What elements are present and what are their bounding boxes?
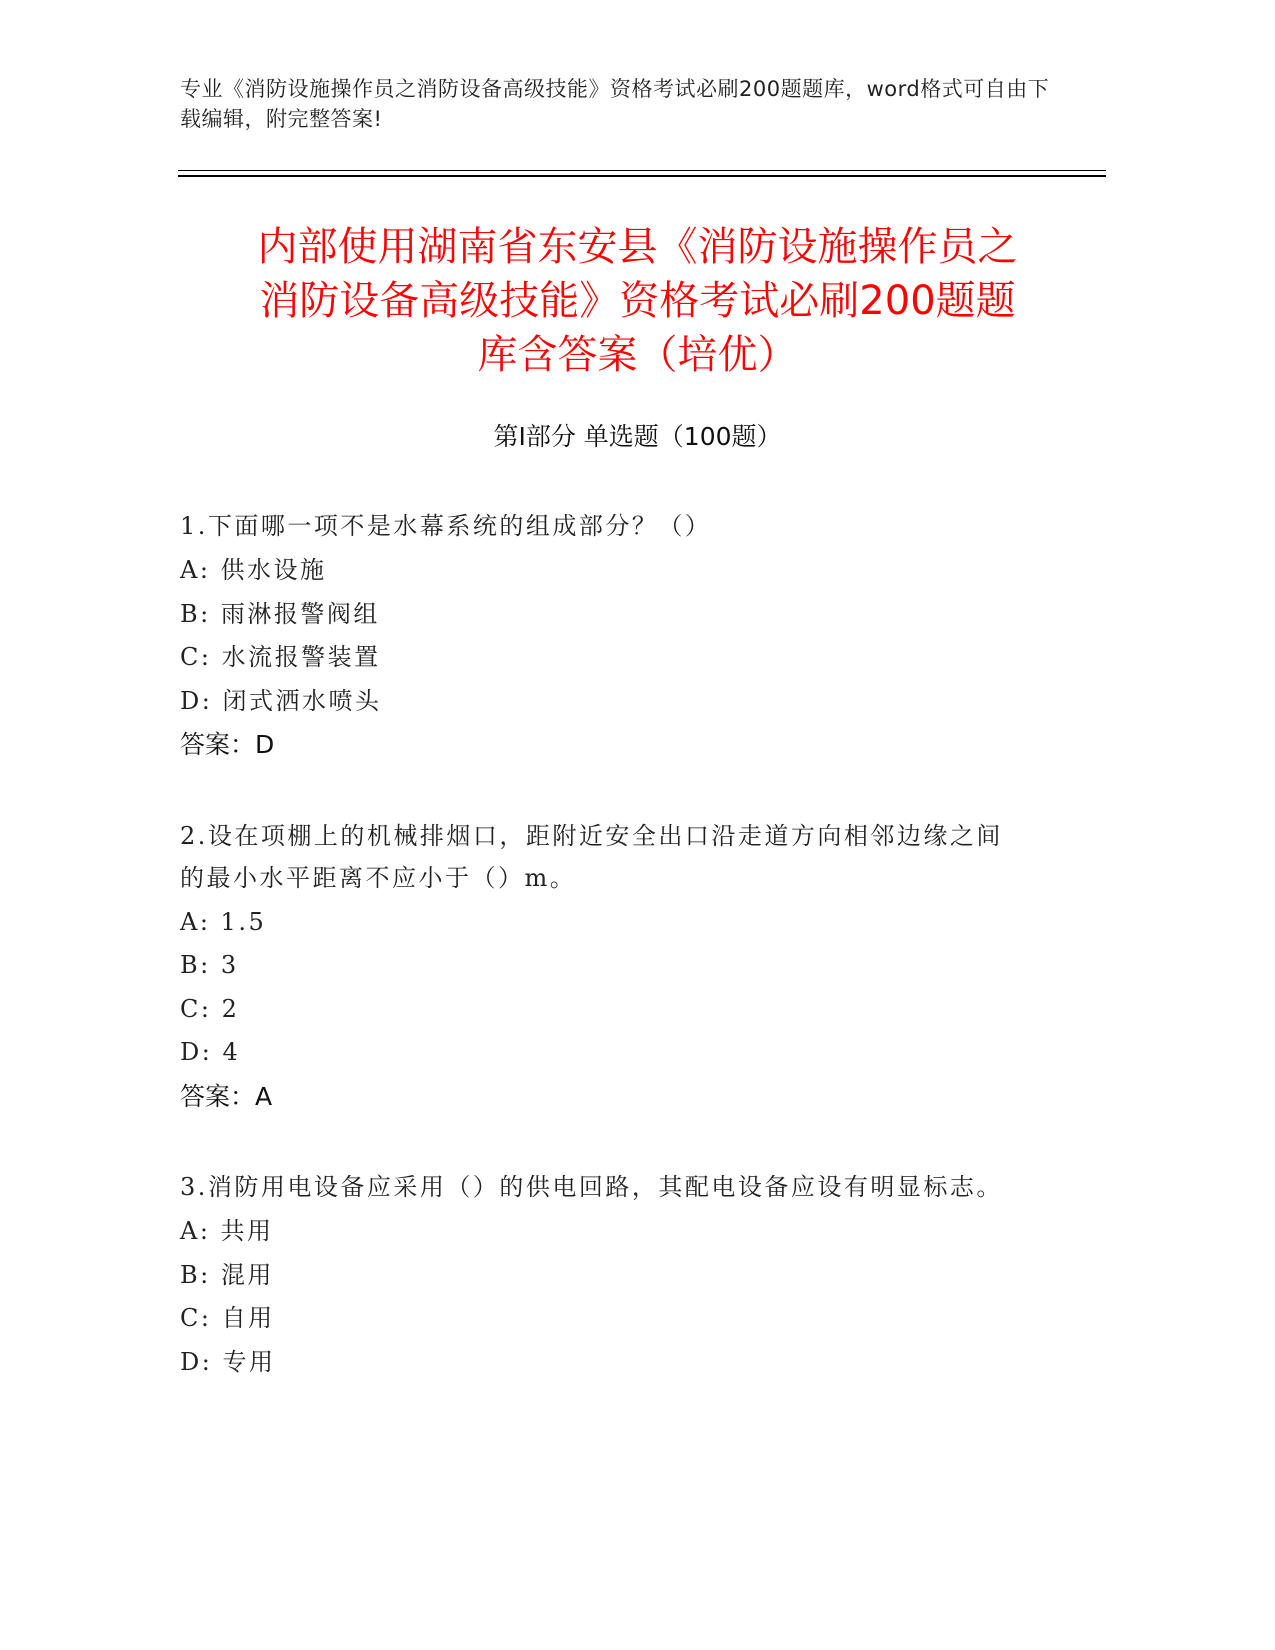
question-text: 1.下面哪一项不是水幕系统的组成部分？（） — [180, 512, 712, 540]
option-a: A: 共用 — [180, 1217, 274, 1245]
option-b: B: 3 — [180, 951, 239, 979]
option-a: A: 供水设施 — [180, 556, 327, 584]
option-b: B: 混用 — [180, 1260, 274, 1289]
question-3 — [180, 1166, 1020, 1384]
answer-line: 答案：A — [180, 1081, 273, 1111]
option-a: A: 1.5 — [180, 907, 267, 936]
question-list — [180, 505, 1020, 1432]
option-c: C: 水流报警装置 — [180, 643, 381, 671]
header-divider-thick — [178, 175, 1106, 177]
document-title — [150, 220, 1125, 382]
section-heading: 第Ⅰ部分 单选题（100题） — [493, 422, 782, 451]
option-c: C: 2 — [180, 994, 240, 1023]
title-line-1: 内部使用湖南省东安县《消防设施操作员之 — [257, 224, 1018, 270]
option-c: C: 自用 — [180, 1304, 275, 1332]
header-note: 专业《消防设施操作员之消防设备高级技能》资格考试必刷200题题库，word格式可自由下载编辑，附完整答案! — [180, 77, 1050, 131]
question-text: 2.设在项棚上的机械排烟口，距附近安全出口沿走道方向相邻边缘之间的最小水平距离不应小于（）m。 — [180, 821, 1003, 892]
title-line-3: 库含答案（培优） — [477, 332, 798, 378]
title-line-2: 消防设备高级技能》资格考试必刷200题题 — [259, 278, 1016, 324]
option-b: B: 雨淋报警阀组 — [180, 599, 380, 628]
answer-line: 答案：D — [180, 730, 275, 759]
question-2 — [180, 815, 1020, 1119]
question-text: 3.消防用电设备应采用（）的供电回路，其配电设备应设有明显标志。 — [180, 1173, 1003, 1201]
question-1 — [180, 505, 1020, 767]
header-divider-thin — [178, 170, 1106, 171]
option-d: D: 专用 — [180, 1347, 276, 1376]
option-d: D: 4 — [180, 1038, 241, 1066]
option-d: D: 闭式洒水喷头 — [180, 686, 382, 715]
